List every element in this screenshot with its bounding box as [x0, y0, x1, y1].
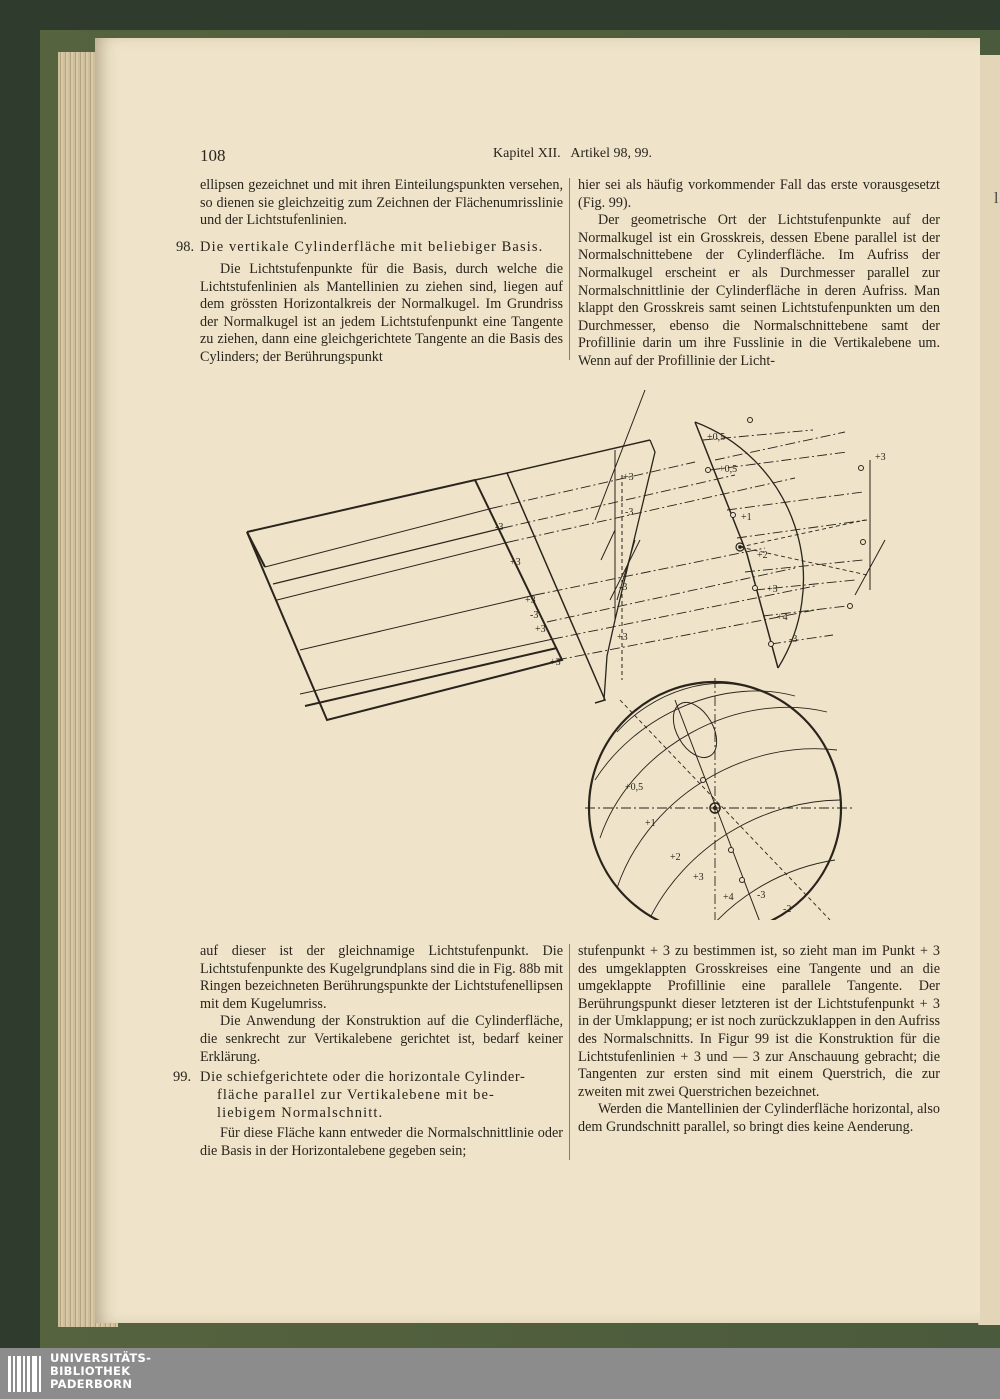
sphere-drawing — [585, 678, 855, 920]
cylinder-drawing — [247, 440, 655, 720]
cyl-label: +3 — [550, 657, 561, 668]
section-98-title: Die vertikale Cylinderfläche mit beliebiger Basis. — [200, 239, 544, 255]
halfcircle-label: +4 — [777, 612, 788, 623]
section-99-title-line3: liebigem Normalschnitt. — [217, 1105, 384, 1121]
paragraph: Werden die Mantellinien der Cylinderfläche horizontal, also dem Grundschnitt parallel, so bringt dies keine Aenderung. — [578, 1101, 940, 1135]
page-number: 108 — [200, 146, 226, 165]
sphere-label: +4 — [723, 892, 734, 903]
cyl-label: -3 — [495, 522, 504, 533]
next-page-glyph: l — [994, 190, 999, 207]
library-logo-icon — [8, 1354, 44, 1394]
column-divider — [569, 178, 570, 360]
library-footer — [0, 1348, 1000, 1399]
profile-label: +3 — [617, 632, 628, 643]
book-page — [95, 38, 980, 1323]
library-name-line1: UNIVERSITÄTS- — [50, 1351, 152, 1365]
top-right-column — [578, 177, 940, 371]
profile-label: -3 — [625, 507, 634, 518]
profile-label: +3 — [623, 472, 634, 483]
cyl-label: -3 — [530, 610, 539, 621]
bottom-right-column — [578, 943, 940, 1137]
profile-label: -3 — [619, 582, 628, 593]
section-98-number: 98. — [176, 239, 195, 255]
halfcircle-label: -3 — [789, 634, 798, 645]
figure-99 — [95, 360, 980, 920]
section-99-title-line2: fläche parallel zur Vertikalebene mit be- — [217, 1087, 495, 1103]
cyl-label: +3 — [510, 557, 521, 568]
sphere-label: +3 — [693, 872, 704, 883]
column-divider-bottom — [569, 944, 570, 1160]
library-name-line2: BIBLIOTHEK — [50, 1364, 131, 1378]
library-name-line3: PADERBORN — [50, 1377, 133, 1391]
paragraph: auf dieser ist der gleichnamige Lichtstufenpunkt. Die Lichtstufenpunkte des Kugelgrundplans sind die in Fig. 88b mit Ringen bezeichneten Berührungspunkte der Lichtstufenellipsen mit dem Kugelumriss. — [200, 943, 563, 1012]
top-left-column-2 — [200, 261, 563, 367]
cyl-label: +3 — [535, 624, 546, 635]
paragraph: Die Anwendung der Konstruktion auf die Cylinderfläche, die senkrecht zur Vertikalebene gerichtet ist, bedarf keiner Erklärung. — [200, 1013, 563, 1065]
paragraph: stufenpunkt + 3 zu bestimmen ist, so zieht man im Punkt + 3 des umgeklappten Grosskreises eine Tangente und an die umgeklappte Profillinie eine parallele Tangente. Der Berührungspunkt dieser letzteren ist der Lichtstufenpunkt + 3 in der Umklappung; er ist noch zurückzuklappen in den Aufriss des Normalschnitts. In Figur 99 ist die Konstruktion für die Lichtstufenlinien + 3 und — 3 zur Anschauung gebracht; die Tangenten zur ersten sind mit einem Querstrich, die zur zweiten mit zwei Querstrichen bezeichnet. — [578, 943, 940, 1100]
halfcircle-label: +0,5 — [707, 432, 726, 443]
half-circle-drawing — [695, 422, 885, 668]
halfcircle-label: +1 — [741, 512, 752, 523]
section-99-number: 99. — [173, 1069, 192, 1085]
sphere-label: +0,5 — [625, 782, 644, 793]
paragraph: hier sei als häufig vorkommender Fall das erste vorausgesetzt (Fig. 99). — [578, 177, 940, 211]
sphere-label: +1 — [645, 818, 656, 829]
running-title: Kapitel XII. Artikel 98, 99. — [493, 146, 653, 161]
top-left-column — [200, 177, 563, 230]
halfcircle-label: +3 — [875, 452, 886, 463]
halfcircle-label: +0,5 — [719, 464, 738, 475]
sphere-label: -2 — [783, 904, 792, 915]
paragraph: Der geometrische Ort der Lichtstufenpunkte auf der Normalkugel ist ein Grosskreis, dessen Ebene parallel ist der Normalschnittebene der Cylinderfläche. Im Aufriss der Normalkugel erscheint er als Durchmesser parallel zur Normalschnittlinie der Cylinderfläche in deren Aufriss. Man klappt den Grosskreis samt seinen Lichtstufenpunkten um den Durchmesser, ebenso die Normalschnittebene samt der Profillinie darin um ihre Fusslinie in die Vertikalebene um. Wenn auf der Profillinie der Licht- — [578, 212, 940, 369]
paragraph: Die Lichtstufenpunkte für die Basis, durch welche die Lichtstufenlinien als Mantellinien zu ziehen sind, liegen auf dem grössten Horizontalkreis der Normalkugel. Im Grundriss der Normalkugel ist an jedem Lichtstufenpunkt eine Tangente zu ziehen, dann eine gleichgerichtete Tangente an die Basis des Cylinders; der Berührungspunkt — [200, 261, 563, 365]
halfcircle-label: +3 — [767, 584, 778, 595]
halfcircle-label: +2 — [757, 550, 768, 561]
next-page-edge — [978, 55, 1000, 1325]
section-99-title-line1: Die schiefgerichtete oder die horizontale Cylinder- — [200, 1069, 526, 1085]
bottom-left-column — [200, 943, 563, 1066]
bottom-left-column-2 — [200, 1125, 563, 1160]
paragraph: ellipsen gezeichnet und mit ihren Einteilungspunkten versehen, so dienen sie gleichzeitig zum Zeichnen der Flächenumrisslinie und der Lichtstufenlinien. — [200, 177, 563, 229]
library-name — [50, 1352, 151, 1391]
sphere-label: +2 — [670, 852, 681, 863]
sphere-label: -3 — [757, 890, 766, 901]
cyl-label: +3 — [525, 595, 536, 606]
paragraph: Für diese Fläche kann entweder die Normalschnittlinie oder die Basis in der Horizontalebene gegeben sein; — [200, 1125, 563, 1159]
